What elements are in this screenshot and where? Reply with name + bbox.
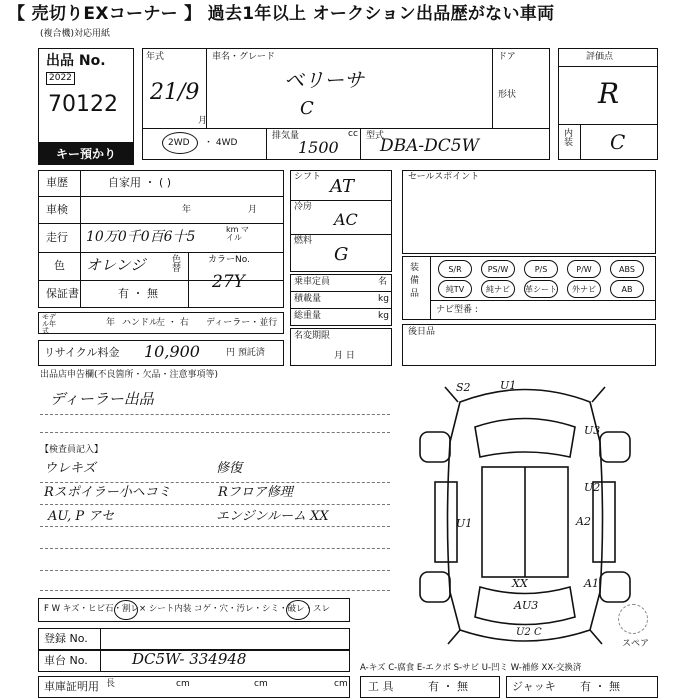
inspector-label: 【検査員記入】 xyxy=(40,445,104,455)
model-code-label: 型式 xyxy=(366,131,385,141)
ruled-line xyxy=(40,414,390,415)
jack-label: ジャッキ xyxy=(512,680,556,693)
garage-cert-cell: cm xyxy=(254,679,268,689)
displacement-unit: cc xyxy=(348,129,358,139)
aircon-value: AC xyxy=(334,210,358,229)
name-label: 車名・グレード xyxy=(212,52,276,62)
remarks-text: ディーラー出品 xyxy=(50,390,154,408)
sub-label: (複合機)対応用紙 xyxy=(40,29,111,39)
shape-label: 形状 xyxy=(498,90,517,100)
key-label: キー預かり xyxy=(38,143,134,165)
capacity-label: 乗車定員 xyxy=(294,277,331,287)
mileage-unit: km マイル xyxy=(226,225,249,242)
name-value: ベリーサ xyxy=(284,68,364,92)
history-value: 自家用 ・ ( ) xyxy=(108,176,172,189)
shaken-month: 月 xyxy=(248,205,258,215)
equipment-option: S/R xyxy=(438,260,472,278)
drive-2wd: 2WD xyxy=(168,138,190,148)
later-items-box xyxy=(402,324,656,366)
recycle-unit: 円 預託済 xyxy=(226,348,265,358)
drive-4wd: ・ 4WD xyxy=(204,138,238,148)
chassis-no-label: 車台 No. xyxy=(44,654,88,667)
equipment-option: 純ナビ xyxy=(481,280,515,298)
damage-label: S2 xyxy=(456,381,471,394)
navi-model-label: ナビ型番 : xyxy=(436,305,478,315)
color-value: オレンジ xyxy=(86,256,146,274)
equipment-option: 革シート xyxy=(524,280,558,298)
damage-label: A2 xyxy=(576,515,591,528)
equipment-option: 外ナビ xyxy=(567,280,601,298)
ruled-line xyxy=(40,432,390,433)
displacement-label: 排気量 xyxy=(272,131,300,141)
shaken-label: 車検 xyxy=(46,203,68,216)
inspector-note: エンジンルーム XX xyxy=(216,509,329,524)
spare-tire-icon xyxy=(618,604,648,634)
damage-label: U2 xyxy=(584,481,601,494)
divider xyxy=(290,291,392,292)
divider xyxy=(290,200,392,201)
load-unit: kg xyxy=(378,294,389,304)
score-value: R xyxy=(598,77,620,110)
divider xyxy=(430,300,656,301)
ruled-line xyxy=(40,548,390,549)
mileage-label: 走行 xyxy=(46,231,68,244)
divider xyxy=(38,196,284,197)
tool-value: 有 ・ 無 xyxy=(428,680,468,693)
chassis-no-value: DC5W- 334948 xyxy=(132,650,247,668)
lot-number: 70122 xyxy=(48,92,118,117)
recycle-value: 10,900 xyxy=(144,342,200,361)
damage-label: U1 xyxy=(500,379,517,392)
model-code-value: DBA-DC5W xyxy=(380,136,480,156)
interior-value: C xyxy=(610,130,626,154)
divider xyxy=(142,128,550,129)
door-label: ドア xyxy=(498,52,516,62)
year-unit: 月 xyxy=(198,116,208,126)
dealer-label: ディーラー・並行 xyxy=(206,318,278,328)
damage-label: XX xyxy=(512,577,528,590)
divider xyxy=(580,124,581,160)
divider xyxy=(558,66,658,67)
lot-year-tag: 2022 xyxy=(46,72,75,85)
ruled-line xyxy=(40,526,390,527)
registration-no-label: 登録 No. xyxy=(44,632,88,645)
color-no-label: カラーNo. xyxy=(208,255,250,265)
year-value: 21/9 xyxy=(150,80,200,105)
inspector-note: ウレキズ xyxy=(44,461,96,476)
divider xyxy=(266,128,267,160)
divider xyxy=(290,308,392,309)
damage-label: U1 xyxy=(456,517,473,530)
equipment-option: P/S xyxy=(524,260,558,278)
shift-label: シフト xyxy=(294,172,322,182)
damage-label: AU3 xyxy=(514,599,539,612)
weight-unit: kg xyxy=(378,311,389,321)
divider xyxy=(38,223,284,224)
banner-title: 【 売切りEXコーナー 】 過去1年以上 オークション出品歴がない車両 xyxy=(8,4,555,24)
equipment-option: PS/W xyxy=(481,260,515,278)
damage-label: U3 xyxy=(584,424,601,437)
equipment-option: AB xyxy=(610,280,644,298)
history-label: 車歴 xyxy=(46,176,68,189)
recycle-label: リサイクル料金 xyxy=(44,346,120,359)
divider xyxy=(290,234,392,235)
garage-cert-label: 車庫証明用 xyxy=(44,680,99,693)
color-label: 色 xyxy=(54,259,65,272)
inspector-note: 修復 xyxy=(216,461,243,476)
ruled-line xyxy=(40,504,390,505)
mark-circle xyxy=(114,600,138,620)
interior-label: 内装 xyxy=(564,129,574,148)
divider xyxy=(558,124,658,125)
fuel-value: G xyxy=(334,244,349,265)
remarks-label: 出品店申告欄(不良箇所・欠品・注意事項等) xyxy=(40,370,219,380)
divider xyxy=(38,280,284,281)
handle-label: ハンドル xyxy=(122,318,159,328)
color-change-label: 色替 xyxy=(172,255,182,274)
model-year-label: モデル年式 xyxy=(42,313,56,335)
divider xyxy=(492,48,493,128)
ruled-line xyxy=(40,570,390,571)
divider xyxy=(80,170,81,308)
fuel-label: 燃料 xyxy=(294,236,313,246)
warranty-value: 有 ・ 無 xyxy=(118,287,158,300)
divider xyxy=(188,252,189,308)
equipment-label: 装備品 xyxy=(410,263,420,299)
later-items-label: 後日品 xyxy=(408,327,436,337)
garage-cert-cell: cm xyxy=(176,679,190,689)
model-year-unit: 年 xyxy=(106,318,116,328)
load-label: 積載量 xyxy=(294,294,322,304)
color-no-value: 27Y xyxy=(212,272,245,292)
garage-cert-cell: cm xyxy=(334,679,348,689)
jack-value: 有 ・ 無 xyxy=(580,680,620,693)
divider xyxy=(430,256,431,320)
divider xyxy=(38,252,284,253)
sales-point-label: セールスポイント xyxy=(408,172,480,182)
equipment-option: 純TV xyxy=(438,280,472,298)
warranty-label: 保証書 xyxy=(46,287,79,300)
year-label: 年式 xyxy=(146,52,165,62)
damage-label: A1 xyxy=(584,577,599,590)
inspector-note: Rフロア修理 xyxy=(218,485,293,500)
inspector-note: AU, P アセ xyxy=(48,509,115,524)
divider xyxy=(360,128,361,160)
ruled-line xyxy=(40,482,390,483)
name-change-label: 名変期限 xyxy=(294,331,331,341)
inspector-note: Rスポイラー小ヘコミ xyxy=(44,485,171,500)
shift-value: AT xyxy=(330,176,355,197)
score-label: 評価点 xyxy=(586,52,614,62)
mark-circle xyxy=(286,600,310,620)
weight-label: 総重量 xyxy=(294,311,322,321)
mileage-value: 10万0千0百6十5 xyxy=(86,229,196,245)
equipment-option: P/W xyxy=(567,260,601,278)
sales-point-box xyxy=(402,170,656,254)
aircon-label: 冷房 xyxy=(294,202,313,212)
car-damage-diagram xyxy=(400,372,650,662)
fw-row-text: F W キズ・ヒビ石・割レ× シート内装 コゲ・穴・汚レ・シミ・破レ・スレ xyxy=(44,604,331,614)
lot-label: 出品 No. xyxy=(46,53,106,69)
damage-label: U2 C xyxy=(516,627,542,638)
damage-legend: A-キズ C-腐食 E-エクボ S-サビ U-凹ミ W-補修 XX-交換済 xyxy=(360,663,582,673)
name-change-unit: 月 日 xyxy=(334,351,355,361)
capacity-unit: 名 xyxy=(378,277,388,287)
equipment-option: ABS xyxy=(610,260,644,278)
grade-value: C xyxy=(300,98,314,119)
shaken-year: 年 xyxy=(182,205,192,215)
displacement-value: 1500 xyxy=(298,138,339,157)
garage-cert-cell: 長 xyxy=(106,679,116,689)
tool-label: 工 具 xyxy=(368,680,394,693)
ruled-line xyxy=(40,590,390,591)
spare-label: スペア xyxy=(622,639,650,649)
handle-value: 左 ・ 右 xyxy=(156,318,189,328)
